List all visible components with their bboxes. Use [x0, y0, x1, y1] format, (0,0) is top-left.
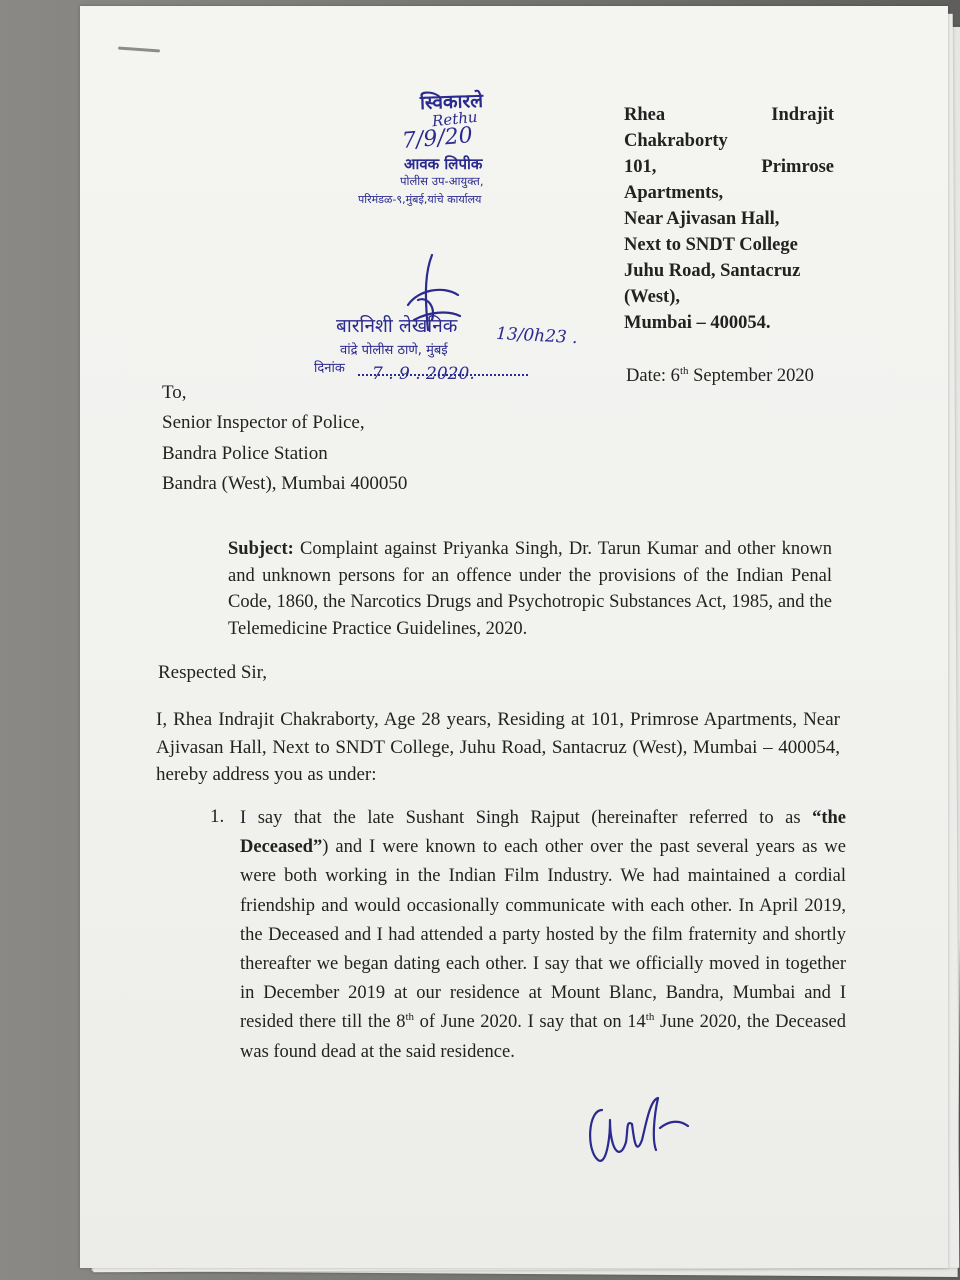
- complainant-signature: [580, 1080, 700, 1170]
- sender-address-line4: Next to SNDT College: [624, 235, 798, 255]
- recipient-to: To,: [162, 382, 187, 403]
- stamp-line-clerk: आवक लिपीक: [404, 155, 483, 173]
- subject-text: Complaint against Priyanka Singh, Dr. Tarun Kumar and other known and unknown persons for an offence under the provisions of the Indian Penal Code, 1860, the Narcotics Drugs and Psychotropic Substances Act, 1985, and the Telemedicine Practice Guidelines, 2020.: [228, 539, 832, 639]
- police-stamp-clerk: बारनिशी लेखनिक: [336, 315, 458, 337]
- police-stamp-station: वांद्रे पोलीस ठाणे, मुंबई: [340, 343, 448, 358]
- stamp-initials: Rethu: [431, 107, 479, 131]
- received-stamp: [350, 88, 570, 218]
- paragraph-number: 1.: [210, 806, 225, 827]
- salutation: Respected Sir,: [158, 662, 267, 683]
- stamp-line-office: पोलीस उप-आयुक्त,: [400, 174, 484, 188]
- stamp-handwritten-date: 7/9/20: [401, 122, 474, 155]
- sender-address-line2: Apartments,: [624, 183, 724, 203]
- police-stamp-time: 13/0h23 .: [495, 323, 579, 349]
- recipient-block: [162, 380, 407, 497]
- stamp-heading: स्विकारले: [419, 89, 484, 115]
- police-stamp-date-label: दिनांक: [314, 361, 345, 376]
- sender-address-line7: Mumbai – 400054.: [624, 313, 771, 333]
- police-stamp-date-value: 7 . 9 . 2020.: [372, 364, 475, 384]
- letter-date: Date: 6th September 2020: [626, 365, 814, 386]
- recipient-line1: Senior Inspector of Police,: [162, 412, 365, 433]
- sender-address-line5: Juhu Road, Santacruz: [624, 261, 801, 281]
- recipient-line3: Bandra (West), Mumbai 400050: [162, 473, 408, 494]
- sender-address-line3: Near Ajivasan Hall,: [624, 209, 780, 229]
- intro-paragraph: I, Rhea Indrajit Chakraborty, Age 28 years, Residing at 101, Primrose Apartments, Near Ajivasan Hall, Next to SNDT College, Juhu Road, Santacruz (West), Mumbai – 400054, hereby address you as under:: [156, 709, 840, 785]
- stamp-line-zone: परिमंडळ-९,मुंबई,यांचे कार्यालय: [358, 193, 482, 206]
- sender-address: [624, 102, 834, 336]
- paragraph-1: I say that the late Sushant Singh Rajput (hereinafter referred to as “the Deceased”) and I were known to each other over the past several years as we were both working in the Indian Film Industry. We had maintained a cordial friendship and would occasionally communicate with each other. In April 2019, the Deceased and I had attended a party hosted by the film fraternity and shortly thereafter we began dating each other. I say that we officially moved in together in December 2019 at our residence at Mount Blanc, Bandra, Mumbai and I resided there till the 8th of June 2020. I say that on 14th June 2020, the Deceased was found dead at the said residence.: [240, 808, 846, 1062]
- sender-name-line2: Chakraborty: [624, 131, 728, 151]
- subject-label: Subject:: [228, 539, 294, 559]
- sender-name-line1: Rhea Indrajit: [624, 105, 834, 125]
- recipient-line2: Bandra Police Station: [162, 443, 328, 464]
- subject-paragraph: [228, 536, 832, 642]
- sender-address-line6: (West),: [624, 287, 680, 307]
- sender-address-line1: 101, Primrose: [624, 157, 834, 177]
